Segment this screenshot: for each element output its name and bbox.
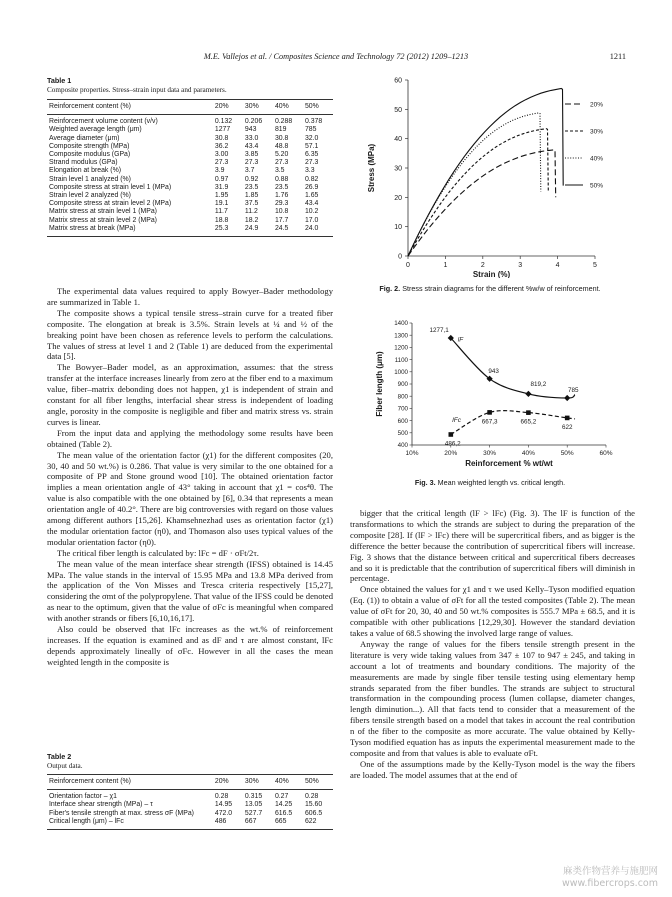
row-label: Fiber's tensile strength at max. stress σF (MPa) [49, 809, 194, 817]
row-label: Orientation factor – χ1 [49, 793, 117, 801]
row-label: Composite modulus (GPa) [49, 151, 131, 159]
row-label: Critical length (μm) – lFc [47, 818, 213, 830]
data-point [449, 432, 454, 437]
column-header: 20% [213, 100, 243, 115]
paragraph: Once obtained the values for χ1 and τ we used Kelly–Tyson modified equation (Eq. (1)) to obtain a value of σFt for all the tested composites (Table 2). The mean value of σFt for 20, 30, 40 and 50 wt.% composites is 555.7 MPa ± 68.5, and it is compatible with other publications [12,29,30]. However the standard deviation takes a value of 68.5 showing the involved large range of values. [350, 584, 635, 638]
watermark-line-1: 麻类作物营养与施肥网 [562, 866, 658, 877]
table-cell: 1.95 [214, 192, 229, 200]
table-cell: 43.4 [244, 142, 259, 150]
table-cell: 23.5 [274, 183, 289, 191]
table-cell: 665 [273, 818, 303, 830]
x-tick-label: 1 [443, 262, 448, 269]
y-tick-label: 1000 [394, 369, 408, 376]
column-header: 40% [273, 775, 303, 790]
table-cell: 1.85 [244, 192, 259, 200]
table-cell: 10.8 [274, 208, 289, 216]
table-cell: 0.378 [304, 118, 323, 126]
x-tick-label: 0 [406, 262, 410, 269]
table-cell: 32.0 [304, 134, 319, 142]
x-tick-label: 30% [483, 450, 497, 457]
row-label: Strain level 1 analyzed (%) [49, 175, 131, 183]
table-cell: 43.4 [304, 200, 319, 208]
series-line-30pct [408, 129, 548, 256]
row-label: Matrix stress at break (MPa) [47, 225, 213, 237]
table-cell: 11.2 [244, 208, 258, 216]
paragraph: From the input data and applying the methodology some results have been obtained (Table 2). [47, 427, 333, 449]
data-point [565, 416, 570, 421]
table-cell: 33.0 [244, 134, 259, 142]
table-cell: 0.82 [304, 175, 319, 183]
table-cell: 24.0 [303, 225, 333, 237]
y-tick-label: 0 [398, 253, 402, 261]
row-label: Interface shear strength (MPa) – τ [49, 801, 153, 809]
table-2-grid [47, 774, 333, 830]
y-tick-label: 1300 [394, 332, 408, 340]
table-cell: 23.5 [244, 183, 259, 191]
column-header: 40% [273, 100, 303, 115]
row-label: Composite stress at strain level 1 (MPa) [49, 183, 172, 191]
table-cell: 0.288 [274, 118, 293, 126]
y-axis-label: Fiber length (μm) [375, 351, 384, 417]
table-1-label: Table 1 [47, 76, 72, 85]
page-number: 1211 [609, 52, 626, 61]
table-cell: 3.00 [214, 151, 229, 159]
table-cell: 5.20 [274, 151, 289, 159]
y-tick-label: 1200 [394, 344, 408, 352]
x-tick-label: 10% [405, 450, 419, 457]
table-cell: 30.8 [274, 134, 289, 142]
data-point [487, 410, 492, 415]
table-cell: 1277 [214, 126, 231, 134]
figure-2-chart [360, 70, 630, 278]
right-column-text [350, 508, 635, 781]
series-line-20pct [408, 150, 556, 256]
y-tick-label: 60 [394, 77, 402, 85]
row-label: Strand modulus (GPa) [49, 159, 118, 167]
table-1 [47, 76, 333, 237]
table-row [47, 143, 333, 151]
data-label: 486,2 [444, 440, 461, 448]
watermark-line-2: www.fibercrops.com [561, 878, 658, 889]
x-tick-label: 2 [480, 262, 485, 269]
table-cell: 785 [304, 126, 317, 134]
table-row [47, 192, 333, 200]
row-label: Composite strength (MPa) [49, 142, 130, 150]
x-tick-label: 60% [599, 450, 613, 457]
data-label: 622 [561, 423, 573, 431]
table-cell: 606.5 [304, 809, 323, 817]
table-cell: 486 [213, 818, 243, 830]
paragraph: Anyway the range of values for the fibers tensile strength present in the literature is very wide taking values from 347 ± 107 to 947 ± 245, and taking in account a lot of treatments and boundary conditions. The majority of the measurements are made by single fiber tensile testing using elementary hemp strands separated from the fiber bundles. The strands are subject to structural transformation in the compounding process (lumen collapse, diameter changes, length diminution...). All that facts tend to consider that a measurement of the fibers tensile strength based on a model that takes in account the real contribution n of the fiber to the composite as more accurate. The value obtained by Kelly-Tyson modified equation has as inputs the experimental measurement made to the composite and from that values is able to evaluate σFt. [350, 638, 635, 758]
paragraph: One of the assumptions made by the Kelly-Tyson model is the way the fibers are loaded. The model assumes that at the end of [350, 758, 635, 780]
table-cell: 27.3 [244, 159, 259, 167]
data-point [526, 410, 531, 415]
table-2 [47, 752, 333, 830]
data-point [525, 391, 531, 397]
x-tick-label: 5 [593, 262, 597, 269]
table-cell: 13.05 [244, 801, 263, 809]
table-row [47, 818, 333, 830]
table-row [47, 176, 333, 184]
data-label: 1277,1 [429, 326, 449, 334]
table-cell: 14.95 [214, 801, 233, 809]
table-row [47, 151, 333, 159]
table-cell: 0.206 [244, 118, 263, 126]
series-line-40pct [408, 113, 541, 256]
y-tick-label: 50 [394, 106, 402, 114]
x-axis-label: Strain (%) [472, 270, 511, 278]
journal-citation: M.E. Vallejos et al. / Composites Science and Technology 72 (2012) 1209–1213 [203, 52, 469, 61]
table-cell: 3.9 [214, 167, 225, 175]
table-cell: 3.7 [244, 167, 255, 175]
legend-label: 50% [590, 182, 604, 190]
row-label: Composite stress at strain level 2 (MPa) [49, 200, 172, 208]
table-cell: 0.92 [244, 175, 259, 183]
table-row [47, 200, 333, 208]
table-cell: 24.9 [243, 225, 273, 237]
data-label: 667,3 [481, 418, 498, 426]
legend-label: 30% [590, 128, 604, 136]
paragraph: The critical fiber length is calculated by: lFc = dF · σFt/2τ. [57, 547, 259, 558]
series-line-fiber-length [451, 338, 575, 398]
table-cell: 30.8 [214, 134, 229, 142]
table-cell: 19.1 [214, 200, 229, 208]
row-label: Average diameter (μm) [49, 134, 120, 142]
table-1-caption: Composite properties. Stress–strain input data and parameters. [47, 86, 227, 94]
table-cell: 15.60 [304, 801, 323, 809]
table-cell: 1.76 [274, 192, 289, 200]
table-cell: 14.25 [274, 801, 293, 809]
row-label: Weighted average length (μm) [49, 126, 142, 134]
paragraph: bigger that the critical length (lF > lFc) (Fig. 3). The lF is function of the transformations to which the strands are subject to during the preparation of the composite [28]. If (lF > lFc) there will be supercritical fibers, and as bigger is the difference the better because the contribution of supercritical fibers will increase. Fig. 3 shows that the distance between critical and supercritical fibers decreases and so it is predictable that the contribution of supercritical fibers will diminish in percentage. [350, 508, 635, 584]
x-axis-label: Reinforcement % wt/wt [465, 459, 553, 468]
left-column-text [47, 286, 333, 668]
table-cell: 472.0 [214, 809, 233, 817]
table-cell: 36.2 [214, 142, 229, 150]
table-2-caption: Output data. [47, 762, 83, 770]
legend-label: 20% [590, 101, 604, 109]
data-label: 943 [488, 367, 499, 375]
table-cell: 6.35 [304, 151, 319, 159]
table-cell: 29.3 [274, 200, 289, 208]
table-row [47, 217, 333, 225]
table-cell: 622 [303, 818, 333, 830]
table-cell: 26.9 [304, 183, 319, 191]
paragraph: The experimental data values required to apply Bowyer–Bader methodology are summarized in Table 1. [47, 286, 333, 307]
table-cell: 27.3 [274, 159, 289, 167]
table-cell: 25.3 [213, 225, 243, 237]
table-cell: 17.0 [304, 216, 319, 224]
figure-3-chart [370, 315, 620, 475]
table-cell: 31.9 [214, 183, 229, 191]
y-axis-label: Stress (MPa) [367, 143, 376, 193]
row-label: Reinforcement volume content (v/v) [49, 118, 158, 126]
table-cell: 3.3 [304, 167, 315, 175]
table-cell: 527.7 [244, 809, 263, 817]
row-label: Matrix stress at strain level 1 (MPa) [49, 208, 157, 216]
paragraph: Also could be observed that lFc increases as the wt.% of reinforcement increases. If the equation is examined and as dF and τ are almost constant, lFc depends approximately lineally of σFc. However in all the cases the mean weighted length in the composite is [47, 624, 333, 667]
data-point [564, 395, 570, 401]
y-tick-label: 800 [397, 393, 408, 401]
table-cell: 57.1 [304, 142, 319, 150]
column-header: 20% [213, 775, 243, 790]
row-label: Strain level 2 analyzed (%) [49, 192, 131, 200]
table-row [47, 135, 333, 143]
row-label: Elongation at break (%) [49, 167, 122, 175]
column-header: 30% [243, 775, 273, 790]
table-cell: 819 [274, 126, 287, 134]
y-tick-label: 700 [397, 405, 408, 413]
table-cell: 48.8 [274, 142, 289, 150]
table-cell: 0.27 [274, 793, 289, 801]
paragraph: The mean value of the orientation factor (χ1) for the different composites (20, 30, 40 and 50 wt.%) is 0.286. That value is very similar to the one obtained for a composite of PP and Stone ground wood [10]. The obtained orientation factor implies a mean orientation angle of 43° taking in account that χ1 = cos⁴θ. The value is also compatible with the one obtained by [6], 0.34 that represents a mean orientation angle of 40.2°. There are big controversies with regard on those values among different authors [15,26]. Khamsehnezhad uses as orientation factor (χ1) the modular orientation factor (η0), and Thomason also uses typical values of the modular orientation factor (η0). [47, 449, 333, 547]
series-label: lF [457, 336, 464, 344]
table-cell: 27.3 [214, 159, 229, 167]
paragraph: The composite shows a typical tensile stress–strain curve for a treated fiber composite. The elongation at break is 3.5%. Strain levels at ¼ and ½ of the breaking point have been chosen as reference levels to perform the calculations. The values of stress at level 1 and 2 (Table 1) are deduced from the experimental data [5]. [47, 307, 333, 362]
column-header: 30% [243, 100, 273, 115]
table-cell: 0.28 [214, 793, 229, 801]
table-cell: 1.65 [304, 192, 319, 200]
figure-3-caption-text: Mean weighted length vs. critical length. [437, 478, 566, 487]
watermark [562, 866, 658, 890]
table-row [47, 208, 333, 216]
table-2-label: Table 2 [47, 752, 72, 761]
table-cell: 10.2 [304, 208, 319, 216]
figure-2-caption-text: Stress strain diagrams for the different %w/w of reinforcement. [402, 284, 601, 293]
table-cell: 0.28 [304, 793, 319, 801]
table-cell: 0.132 [214, 118, 233, 126]
figure-2-caption-label: Fig. 2. [379, 284, 401, 293]
column-header: 50% [303, 100, 333, 115]
table-cell: 37.5 [244, 200, 259, 208]
table-cell: 18.2 [244, 216, 259, 224]
table-row [47, 810, 333, 818]
table-row [47, 126, 333, 134]
table-row [47, 184, 333, 192]
x-tick-label: 40% [521, 450, 535, 457]
y-tick-label: 600 [397, 417, 408, 425]
table-row [47, 159, 333, 167]
figure-2-caption [340, 284, 640, 293]
legend-label: 40% [590, 155, 604, 163]
y-tick-label: 30 [394, 165, 402, 173]
table-row [47, 790, 333, 802]
row-label: Matrix stress at strain level 2 (MPa) [49, 216, 157, 224]
table-cell: 0.315 [244, 793, 263, 801]
data-label: 665,2 [520, 418, 537, 426]
y-tick-label: 40 [394, 136, 402, 144]
table-cell: 3.85 [244, 151, 259, 159]
table-1-grid [47, 99, 333, 237]
x-tick-label: 4 [555, 262, 560, 269]
y-tick-label: 900 [397, 381, 408, 389]
paragraph: The Bowyer–Bader model, as an approximation, assumes: that the stress transfer at the interface increases linearly from zero at the fiber end to a maximum value, fiber–matrix debonding does not happen, χ1 is independent of strain and constant for all fiber lengths, interfacial shear stress is independent of loading angle, porosity in the composite is negligible and fiber and matrix stress vs. strain curves is linear. [47, 362, 333, 427]
paragraph: The mean value of the mean interface shear strength (IFSS) obtained is 14.45 MPa. The value stands in the interval of 15.95 MPa and 13.8 MPa derived from the application of the Von Misses and Tresca criteria respectively [15,27], considering the σmt of the polypropylene. That value of the IFSS could be denoted as near to the optimum, given that the value of σFc is meaningful when compared with another strands or fibers [6,10,16,17]. [47, 558, 333, 624]
x-tick-label: 20% [444, 450, 458, 457]
x-tick-label: 3 [518, 262, 523, 269]
table-cell: 24.5 [273, 225, 303, 237]
table-row [47, 167, 333, 175]
table-cell: 616.5 [274, 809, 293, 817]
column-header: Reinforcement content (%) [47, 775, 213, 790]
table-cell: 667 [243, 818, 273, 830]
table-cell: 11.7 [214, 208, 228, 216]
y-tick-label: 20 [394, 194, 402, 202]
series-line-critical-length [451, 411, 575, 435]
figure-3-caption [340, 478, 640, 487]
table-cell: 3.5 [274, 167, 285, 175]
y-tick-label: 10 [394, 224, 402, 232]
table-cell: 17.7 [274, 216, 289, 224]
y-tick-label: 1100 [394, 356, 408, 364]
figure-3-caption-label: Fig. 3. [414, 478, 436, 487]
table-cell: 943 [244, 126, 257, 134]
series-label: lFc [452, 416, 461, 424]
table-cell: 27.3 [304, 159, 319, 167]
table-cell: 18.8 [214, 216, 229, 224]
table-cell: 0.88 [274, 175, 289, 183]
table-cell: 0.97 [214, 175, 229, 183]
table-row [47, 115, 333, 127]
y-tick-label: 400 [397, 442, 408, 450]
y-tick-label: 1400 [394, 320, 408, 328]
x-tick-label: 50% [560, 450, 574, 457]
data-label: 819,2 [530, 380, 547, 388]
table-row [47, 801, 333, 809]
column-header: Reinforcement content (%) [47, 100, 213, 115]
data-label: 785 [567, 387, 579, 395]
table-row [47, 225, 333, 237]
y-tick-label: 500 [397, 430, 408, 437]
column-header: 50% [303, 775, 333, 790]
